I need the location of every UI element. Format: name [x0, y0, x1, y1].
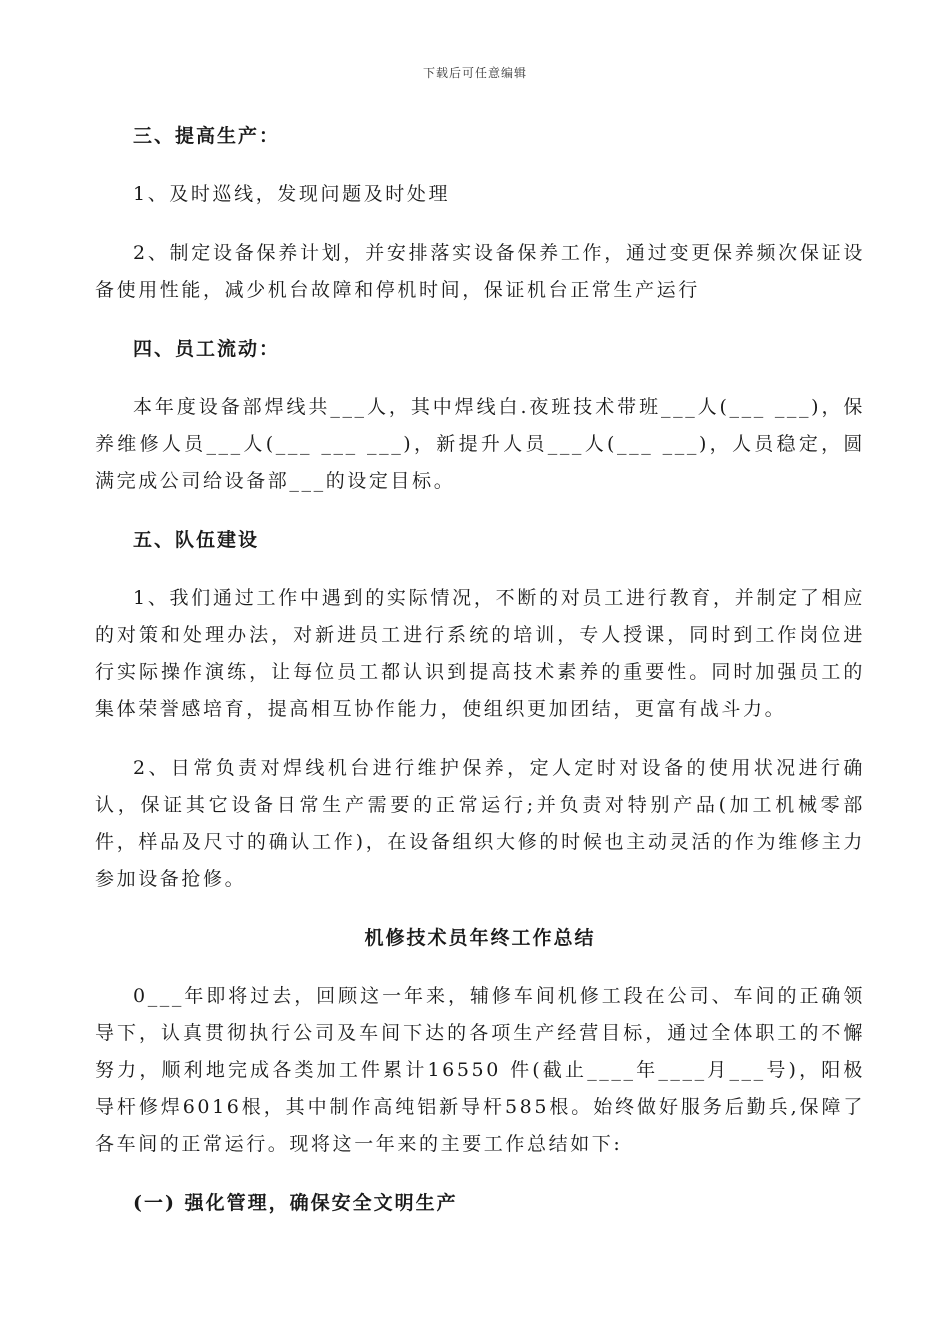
section-5-paragraph-2: 2、日常负责对焊线机台进行维护保养，定人定时对设备的使用状况进行确认，保证其它设备日常生产需要的正常运行;并负责对特别产品(加工机械零部件，样品及尺寸的确认工作)，在设备组织大修的时候也主动灵活的作为维修主力参加设备抢修。 — [95, 757, 865, 890]
article-heading-1: (一) 强化管理，确保安全文明生产 — [133, 1192, 458, 1214]
section-3-paragraph-2: 2、制定设备保养计划，并安排落实设备保养工作，通过变更保养频次保证设备使用性能，减少机台故障和停机时间，保证机台正常生产运行 — [95, 242, 865, 301]
section-heading-4: 四、员工流动： — [133, 338, 281, 360]
page-header-note: 下载后可任意编辑 — [422, 66, 527, 80]
section-heading-3: 三、提高生产： — [133, 125, 281, 147]
article-paragraph-1: 0___年即将过去，回顾这一年来，辅修车间机修工段在公司、车间的正确领导下，认真贯彻执行公司及车间下达的各项生产经营目标，通过全体职工的不懈努力，顺利地完成各类加工件累计16550 件(截止____年____月___号)，阳极导杆修焊6016根，其中制作高纯铝新导杆585根。始终做好服务后勤兵,保障了各车间的正常运行。现将这一年来的主要工作总结如下: — [95, 985, 865, 1155]
section-3-paragraph-1: 1、及时巡线，发现问题及时处理 — [133, 183, 451, 205]
document-body — [95, 118, 865, 1221]
section-heading-5: 五、队伍建设 — [133, 529, 260, 551]
article-title: 机修技术员年终工作总结 — [364, 927, 596, 949]
section-4-paragraph-1: 本年度设备部焊线共___人，其中焊线白.夜班技术带班___人(___ ___)，保养维修人员___人(___ ___ ___)，新提升人员___人(___ ___)，人员稳定，圆满完成公司给设备部___的设定目标。 — [95, 396, 865, 492]
section-5-paragraph-1: 1、我们通过工作中遇到的实际情况，不断的对员工进行教育，并制定了相应的对策和处理办法，对新进员工进行系统的培训，专人授课，同时到工作岗位进行实际操作演练，让每位员工都认识到提高技术素养的重要性。同时加强员工的集体荣誉感培育，提高相互协作能力，使组织更加团结，更富有战斗力。 — [95, 587, 865, 720]
